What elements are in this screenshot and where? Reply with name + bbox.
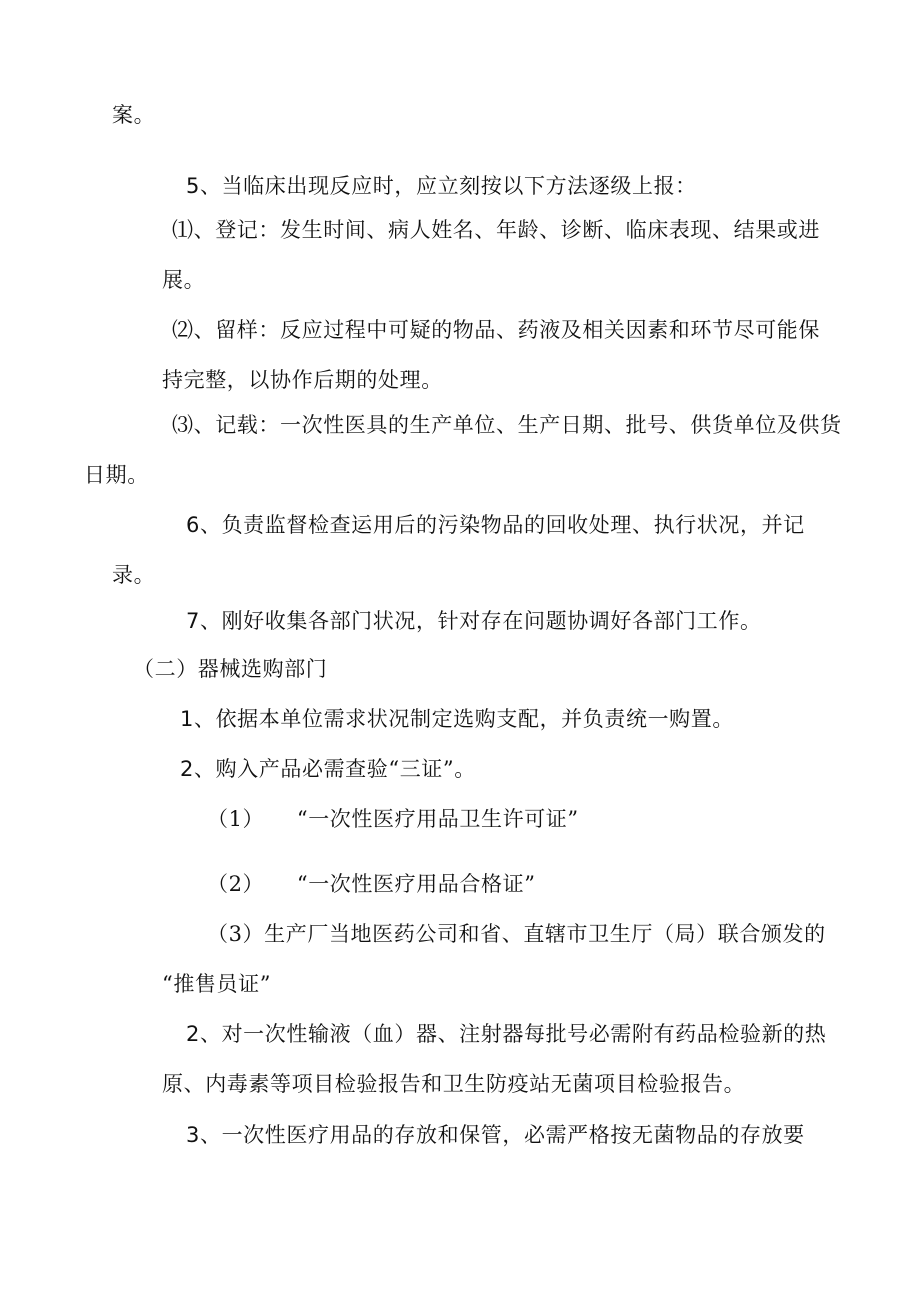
paragraph-line: 案。 xyxy=(112,103,156,127)
paragraph-line: 2、对一次性输液（血）器、注射器每批号必需附有药品检验新的热 xyxy=(186,1022,827,1046)
paragraph-line: ⑵、留样：反应过程中可疑的物品、药液及相关因素和环节尽可能保 xyxy=(172,318,820,342)
paragraph-line: 5、当临床出现反应时，应立刻按以下方法逐级上报： xyxy=(186,174,697,198)
paragraph-line: ⑴、登记：发生时间、病人姓名、年龄、诊断、临床表现、结果或进 xyxy=(172,218,820,242)
list-item: （2） “一次性医疗用品合格证” xyxy=(207,872,536,896)
paragraph-line: 6、负责监督检查运用后的污染物品的回收处理、执行状况，并记 xyxy=(186,513,805,537)
paragraph-line: 持完整，以协作后期的处理。 xyxy=(162,368,443,392)
paragraph-line: 日期。 xyxy=(84,463,149,487)
section-heading: （二）器械选购部门 xyxy=(133,657,328,681)
paragraph-line: 1、依据本单位需求状况制定选购支配，并负责统一购置。 xyxy=(180,707,734,731)
paragraph-line: 原、内毒素等项目检验报告和卫生防疫站无菌项目检验报告。 xyxy=(162,1072,746,1096)
paragraph-line: “推售员证” xyxy=(162,972,272,996)
paragraph-line: 7、刚好收集各部门状况，针对存在问题协调好各部门工作。 xyxy=(186,609,762,633)
paragraph-line: 录。 xyxy=(112,563,156,587)
list-item: （3）生产厂当地医药公司和省、直辖市卫生厅（局）联合颁发的 xyxy=(207,922,826,946)
list-item: （1） “一次性医疗用品卫生许可证” xyxy=(207,807,579,831)
paragraph-line: ⑶、记载：一次性医具的生产单位、生产日期、批号、供货单位及供货 xyxy=(172,413,842,437)
paragraph-line: 2、购入产品必需查验“三证”。 xyxy=(180,757,476,781)
paragraph-line: 3、一次性医疗用品的存放和保管，必需严格按无菌物品的存放要 xyxy=(186,1123,805,1147)
paragraph-line: 展。 xyxy=(162,268,206,292)
